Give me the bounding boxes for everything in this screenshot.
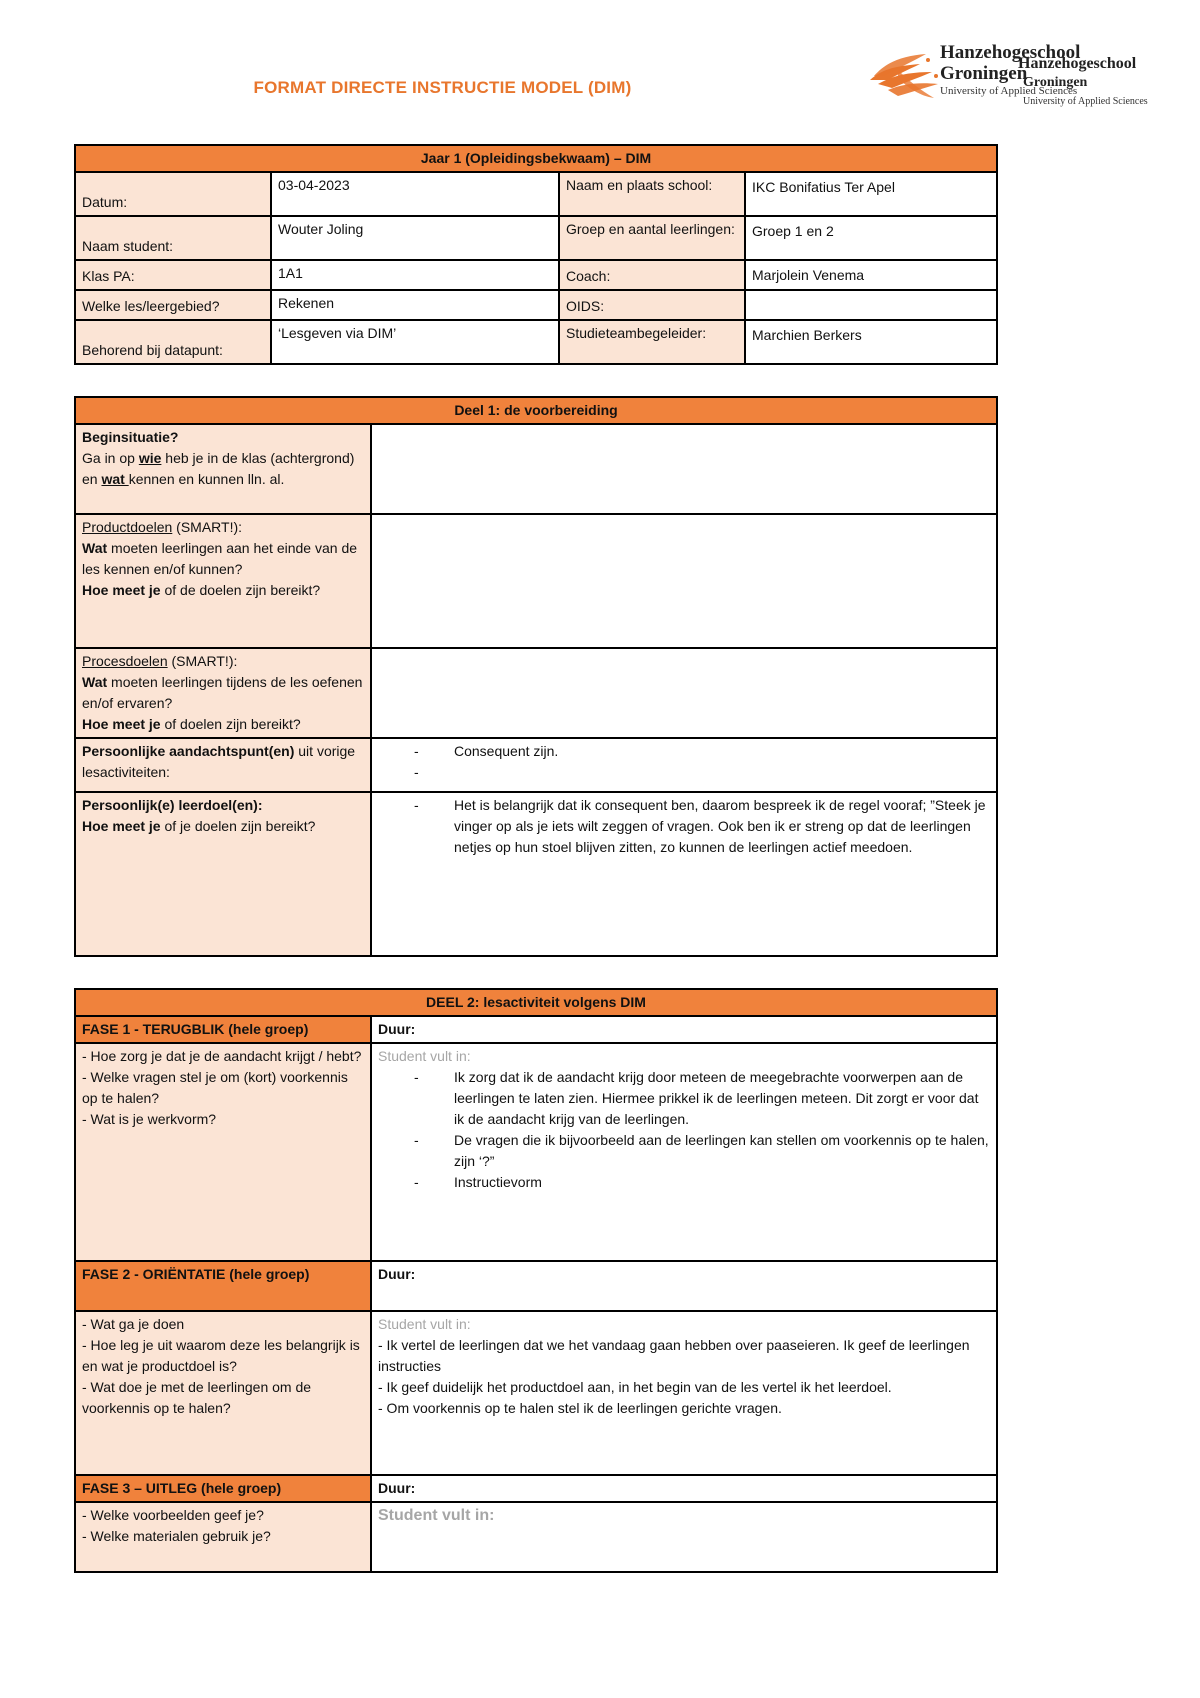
fase3-answer — [371, 1502, 997, 1572]
procesdoelen-wat: Wat — [82, 674, 108, 690]
fase3-q2: - Welke materialen gebruik je? — [82, 1528, 271, 1544]
deel2-table — [74, 988, 998, 1573]
leerdoel-answer — [371, 792, 997, 956]
logo-line2-duplicate: Groningen — [1023, 75, 1088, 90]
procesdoelen-question — [75, 648, 371, 738]
deel2-header: DEEL 2: lesactiviteit volgens DIM — [75, 989, 997, 1016]
deel1-table — [74, 396, 998, 957]
procesdoelen-title: Procesdoelen — [82, 653, 168, 669]
coach-value: Marjolein Venema — [745, 260, 997, 290]
fase2-q1: - Wat ga je doen — [82, 1316, 185, 1332]
deel1-header: Deel 1: de voorbereiding — [75, 397, 997, 424]
fase2-questions — [75, 1311, 371, 1475]
fase2-answer-line: - Ik vertel de leerlingen dat we het vandaag gaan hebben over paaseieren. Ik geef de leerlingen instructies — [378, 1337, 970, 1374]
beginsituatie-text1: Ga in op — [82, 450, 139, 466]
student-label: Naam student: — [75, 216, 271, 260]
datapunt-value: ‘Lesgeven via DIM’ — [271, 320, 559, 364]
fase1-answer — [371, 1043, 997, 1261]
datum-label: Datum: — [75, 172, 271, 216]
logo-line3-duplicate: University of Applied Sciences — [1023, 96, 1148, 107]
begeleider-label: Studieteambegeleider: — [559, 320, 745, 364]
hanze-logo — [868, 42, 1168, 118]
fase1-item: - De vragen die ik bijvoorbeeld aan de leerlingen kan stellen om voorkennis op te halen, zijn ‘?” — [414, 1130, 990, 1172]
logo-line2: Groningen — [940, 63, 1028, 84]
groep-label: Groep en aantal leerlingen: — [559, 216, 745, 260]
fase1-q1: - Hoe zorg je dat je de aandacht krijgt / hebt? — [82, 1048, 362, 1064]
procesdoelen-q1: moeten leerlingen tijdens de les oefenen en/of ervaren? — [82, 674, 363, 711]
leerdoel-hoe: Hoe meet je — [82, 818, 161, 834]
info-header: Jaar 1 (Opleidingsbekwaam) – DIM — [75, 145, 997, 172]
fase3-q1: - Welke voorbeelden geef je? — [82, 1507, 264, 1523]
leerdoel-question — [75, 792, 371, 956]
beginsituatie-wie: wie — [138, 450, 162, 466]
leerdoel-title: Persoonlijk(e) leerdoel(en): — [82, 797, 263, 813]
fase2-answer-line: - Ik geef duidelijk het productdoel aan, in het begin van de les vertel ik het leerdoel. — [378, 1379, 892, 1395]
datum-value: 03-04-2023 — [271, 172, 559, 216]
aandacht-item: - Consequent zijn. — [414, 741, 990, 762]
fase2-answer — [371, 1311, 997, 1475]
fase1-duur: Duur: — [371, 1016, 997, 1043]
student-value: Wouter Joling — [271, 216, 559, 260]
fase2-placeholder: Student vult in: — [378, 1316, 471, 1332]
fase3-placeholder: Student vult in: — [378, 1507, 495, 1524]
productdoelen-wat: Wat — [82, 540, 108, 556]
logo-line3: University of Applied Sciences — [940, 85, 1078, 97]
fase2-duur: Duur: — [371, 1261, 997, 1311]
fase1-questions — [75, 1043, 371, 1261]
fase2-q3: - Wat doe je met de leerlingen om de voorkennis op te halen? — [82, 1379, 312, 1416]
fase3-title: FASE 3 – UITLEG (hele groep) — [75, 1475, 371, 1502]
leerdoel-rest: of je doelen zijn bereikt? — [160, 818, 316, 834]
procesdoelen-smart: (SMART!): — [167, 653, 238, 669]
fase2-answer-line: - Om voorkennis op te halen stel ik de leerlingen gerichte vragen. — [378, 1400, 782, 1416]
beginsituatie-wat: wat — [101, 471, 129, 487]
les-value: Rekenen — [271, 290, 559, 320]
aandacht-question — [75, 738, 371, 792]
aandacht-title: Persoonlijke aandachtspunt(en) — [82, 743, 295, 759]
beginsituatie-text2: heb je in de klas (achtergrond) en — [82, 450, 355, 487]
document-title: FORMAT DIRECTE INSTRUCTIE MODEL (DIM) — [253, 78, 632, 97]
procesdoelen-answer — [371, 648, 997, 738]
fase1-title: FASE 1 - TERUGBLIK (hele groep) — [75, 1016, 371, 1043]
fase2-title: FASE 2 - ORIËNTATIE (hele groep) — [75, 1261, 371, 1311]
productdoelen-q2: of de doelen zijn bereikt? — [160, 582, 321, 598]
info-table — [74, 144, 998, 365]
fase2-q2: - Hoe leg je uit waarom deze les belangrijk is en wat je productdoel is? — [82, 1337, 360, 1374]
procesdoelen-hoe: Hoe meet je — [82, 716, 161, 732]
fase1-q2: - Welke vragen stel je om (kort) voorkennis op te halen? — [82, 1069, 348, 1106]
klas-value: 1A1 — [271, 260, 559, 290]
beginsituatie-question — [75, 424, 371, 514]
productdoelen-hoe: Hoe meet je — [82, 582, 161, 598]
datapunt-label: Behorend bij datapunt: — [75, 320, 271, 364]
productdoelen-question — [75, 514, 371, 648]
school-value: IKC Bonifatius Ter Apel — [745, 172, 997, 216]
oids-value — [745, 290, 997, 320]
fase1-item: - Ik zorg dat ik de aandacht krijg door meteen de meegebrachte voorwerpen aan de leerlingen te laten zien. Hiermee prikkel ik de leerlingen meteen. Dit zorgt er voor dat ik de aandacht krijg van de leerlingen. — [414, 1067, 990, 1130]
logo-line1-duplicate: Hanzehogeschool — [1018, 55, 1137, 72]
school-label: Naam en plaats school: — [559, 172, 745, 216]
productdoelen-answer — [371, 514, 997, 648]
productdoelen-q1: moeten leerlingen aan het einde van de les kennen en/of kunnen? — [82, 540, 358, 577]
groep-value: Groep 1 en 2 — [745, 216, 997, 260]
logo-line1: Hanzehogeschool — [940, 42, 1081, 63]
productdoelen-smart: (SMART!): — [172, 519, 243, 535]
coach-label: Coach: — [559, 260, 745, 290]
klas-label: Klas PA: — [75, 260, 271, 290]
fase1-item: - Instructievorm — [414, 1172, 990, 1193]
fase1-q3: - Wat is je werkvorm? — [82, 1111, 217, 1127]
les-label: Welke les/leergebied? — [75, 290, 271, 320]
aandacht-rest: uit vorige lesactiviteiten: — [82, 743, 356, 780]
leerdoel-item: - Het is belangrijk dat ik consequent ben, daarom bespreek ik de regel vooraf; ”Steek je vinger op als je iets wilt zeggen of vragen. Ook ben ik er streng op dat de leerlingen netjes op hun stoel blijven zitten, zo kunnen de leerlingen actief meedoen. — [414, 795, 990, 858]
oids-label: OIDS: — [559, 290, 745, 320]
beginsituatie-answer — [371, 424, 997, 514]
fase3-duur: Duur: — [371, 1475, 997, 1502]
flame-logo-icon — [868, 50, 946, 110]
beginsituatie-text3: kennen en kunnen lln. al. — [128, 471, 285, 487]
fase1-placeholder: Student vult in: — [378, 1048, 471, 1064]
beginsituatie-title: Beginsituatie? — [82, 429, 179, 445]
productdoelen-title: Productdoelen — [82, 519, 173, 535]
procesdoelen-q2: of doelen zijn bereikt? — [160, 716, 301, 732]
fase3-questions — [75, 1502, 371, 1572]
aandacht-answer — [371, 738, 997, 792]
begeleider-value: Marchien Berkers — [745, 320, 997, 364]
